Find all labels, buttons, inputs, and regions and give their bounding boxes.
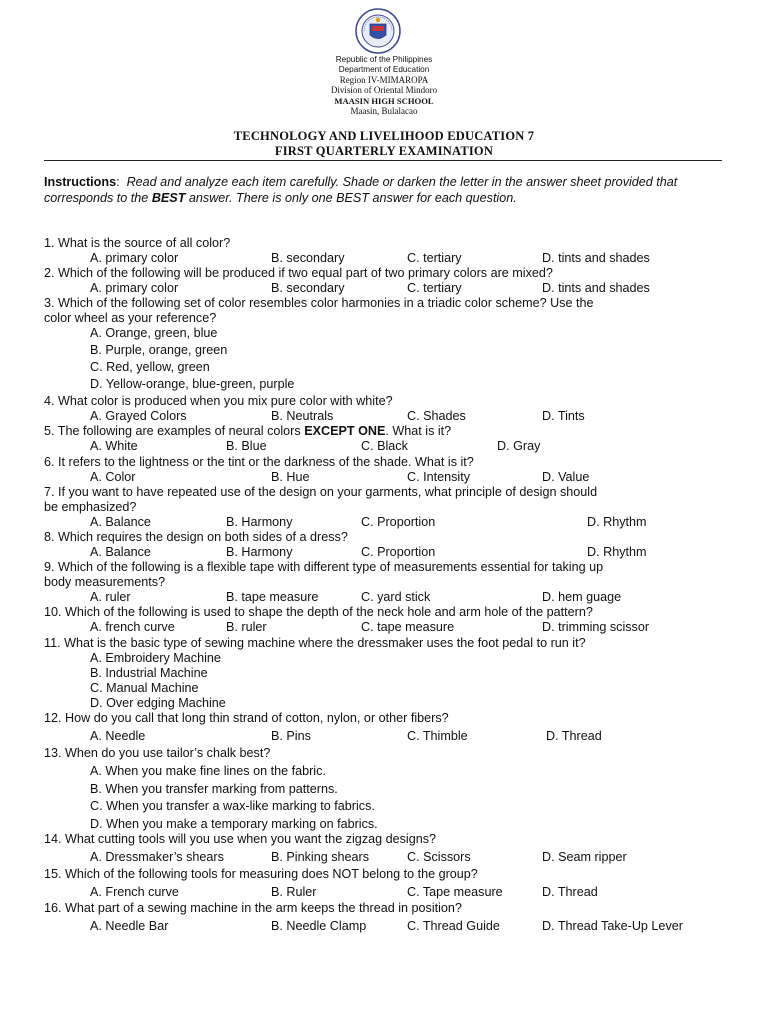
q10-option-d: D. trimming scissor xyxy=(542,620,650,634)
q7-option-d: D. Rhythm xyxy=(587,515,647,529)
title-divider xyxy=(44,160,722,161)
q16-option-b: B. Needle Clamp xyxy=(271,919,367,933)
question-16: 16. What part of a sewing machine in the arm keeps the thread in position? xyxy=(44,901,462,915)
q13-option-c: C. When you transfer a wax-like marking to fabrics. xyxy=(90,799,375,813)
question-14: 14. What cutting tools will you use when you want the zigzag designs? xyxy=(44,832,437,846)
q1-option-b: B. secondary xyxy=(271,251,345,265)
header-republic: Republic of the Philippines xyxy=(335,55,433,64)
question-15: 15. Which of the following tools for measuring does NOT belong to the group? xyxy=(44,867,478,881)
q13-option-b: B. When you transfer marking from patterns. xyxy=(90,782,338,796)
q11-option-b: B. Industrial Machine xyxy=(90,666,208,680)
question-7-cont: be emphasized? xyxy=(44,500,137,514)
q2-option-c: C. tertiary xyxy=(407,281,462,295)
question-6: 6. It refers to the lightness or the tint or the darkness of the shade. What is it? xyxy=(44,455,474,469)
q3-option-a: A. Orange, green, blue xyxy=(90,326,218,340)
q4-option-b: B. Neutrals xyxy=(271,409,334,423)
q8-option-a: A. Balance xyxy=(90,545,151,559)
q8-option-b: B. Harmony xyxy=(226,545,293,559)
deped-seal-icon xyxy=(355,8,401,54)
question-1: 1. What is the source of all color? xyxy=(44,236,231,250)
question-9-cont: body measurements? xyxy=(44,575,166,589)
q12-option-b: B. Pins xyxy=(271,729,311,743)
q13-option-a: A. When you make fine lines on the fabric. xyxy=(90,764,326,778)
q5-option-b: B. Blue xyxy=(226,439,267,453)
q3-option-c: C. Red, yellow, green xyxy=(90,360,210,374)
question-7: 7. If you want to have repeated use of the design on your garments, what principle of design should xyxy=(44,485,598,499)
header-school: MAASIN HIGH SCHOOL xyxy=(334,96,434,106)
instructions: Instructions: Read and analyze each item carefully. Shade or darken the letter in the answer sheet provided that corresponds to the BEST answer. There is only one BEST answer for each question. xyxy=(44,175,678,205)
header-location: Maasin, Bulalacao xyxy=(350,106,418,116)
q5-option-d: D. Gray xyxy=(497,439,541,453)
q16-option-c: C. Thread Guide xyxy=(407,919,500,933)
q5-emphasis: EXCEPT ONE xyxy=(304,424,386,438)
q1-option-d: D. tints and shades xyxy=(542,251,650,265)
question-12: 12. How do you call that long thin strand of cotton, nylon, or other fibers? xyxy=(44,711,449,725)
q15-option-b: B. Ruler xyxy=(271,885,317,899)
exam-subject: TECHNOLOGY AND LIVELIHOOD EDUCATION 7 xyxy=(233,129,535,143)
question-13: 13. When do you use tailor’s chalk best? xyxy=(44,746,271,760)
q2-option-d: D. tints and shades xyxy=(542,281,650,295)
q12-option-c: C. Thimble xyxy=(407,729,468,743)
q5-text-a: 5. The following are examples of neural colors xyxy=(44,424,305,438)
q9-option-d: D. hem guage xyxy=(542,590,622,604)
question-9: 9. Which of the following is a flexible tape with different type of measurements essential for taking up xyxy=(44,560,604,574)
q16-option-a: A. Needle Bar xyxy=(90,919,169,933)
q12-option-a: A. Needle xyxy=(90,729,146,743)
q1-option-a: A. primary color xyxy=(90,251,179,265)
header-department: Department of Education xyxy=(338,65,430,74)
q7-option-a: A. Balance xyxy=(90,515,151,529)
q11-option-c: C. Manual Machine xyxy=(90,681,199,695)
q15-option-c: C. Tape measure xyxy=(407,885,503,899)
header-region: Region IV-MIMAROPA xyxy=(339,75,429,85)
q5-text-c: . What is it? xyxy=(385,424,452,438)
question-2: 2. Which of the following will be produced if two equal part of two primary colors are mixed? xyxy=(44,266,553,280)
q7-option-c: C. Proportion xyxy=(361,515,436,529)
question-3-cont: color wheel as your reference? xyxy=(44,311,217,325)
q10-option-c: C. tape measure xyxy=(361,620,455,634)
q8-option-d: D. Rhythm xyxy=(587,545,647,559)
q2-option-a: A. primary color xyxy=(90,281,179,295)
q9-option-b: B. tape measure xyxy=(226,590,319,604)
question-5 xyxy=(44,424,451,439)
q13-option-d: D. When you make a temporary marking on fabrics. xyxy=(90,817,378,831)
q10-option-a: A. french curve xyxy=(90,620,175,634)
q6-option-d: D. Value xyxy=(542,470,590,484)
q9-option-c: C. yard stick xyxy=(361,590,431,604)
q4-option-c: C. Shades xyxy=(407,409,466,423)
q4-option-d: D. Tints xyxy=(542,409,585,423)
instructions-label: Instructions xyxy=(44,175,117,189)
exam-title: FIRST QUARTERLY EXAMINATION xyxy=(274,144,494,158)
q10-option-b: B. ruler xyxy=(226,620,267,634)
q6-option-a: A. Color xyxy=(90,470,136,484)
q5-option-a: A. White xyxy=(90,439,138,453)
q12-option-d: D. Thread xyxy=(546,729,602,743)
header-division: Division of Oriental Mindoro xyxy=(330,85,438,95)
question-11: 11. What is the basic type of sewing machine where the dressmaker uses the foot pedal to run it? xyxy=(44,636,586,650)
question-8: 8. Which requires the design on both sides of a dress? xyxy=(44,530,348,544)
q11-option-d: D. Over edging Machine xyxy=(90,696,226,710)
q7-option-b: B. Harmony xyxy=(226,515,293,529)
q4-option-a: A. Grayed Colors xyxy=(90,409,187,423)
q5-option-c: C. Black xyxy=(361,439,408,453)
question-3: 3. Which of the following set of color resembles color harmonies in a triadic color scheme? Use the xyxy=(44,296,594,310)
q11-option-a: A. Embroidery Machine xyxy=(90,651,221,665)
q3-option-b: B. Purple, orange, green xyxy=(90,343,228,357)
q14-option-d: D. Seam ripper xyxy=(542,850,627,864)
q1-option-c: C. tertiary xyxy=(407,251,462,265)
q6-option-b: B. Hue xyxy=(271,470,310,484)
q3-option-d: D. Yellow-orange, blue-green, purple xyxy=(90,377,295,391)
instructions-text-a: Read and analyze each item carefully. Shade or darken the letter in the answer sheet provided that corresponds to the xyxy=(44,175,678,205)
q14-option-c: C. Scissors xyxy=(407,850,471,864)
q9-option-a: A. ruler xyxy=(90,590,131,604)
q15-option-a: A. French curve xyxy=(90,885,179,899)
q15-option-d: D. Thread xyxy=(542,885,598,899)
q6-option-c: C. Intensity xyxy=(407,470,470,484)
question-4: 4. What color is produced when you mix pure color with white? xyxy=(44,394,393,408)
q8-option-c: C. Proportion xyxy=(361,545,436,559)
q16-option-d: D. Thread Take-Up Lever xyxy=(542,919,683,933)
question-10: 10. Which of the following is used to shape the depth of the neck hole and arm hole of the pattern? xyxy=(44,605,593,619)
q14-option-b: B. Pinking shears xyxy=(271,850,370,864)
q2-option-b: B. secondary xyxy=(271,281,345,295)
q14-option-a: A. Dressmaker’s shears xyxy=(90,850,224,864)
instructions-emphasis: BEST xyxy=(151,190,186,205)
instructions-text-b: answer. There is only one BEST answer for each question. xyxy=(185,190,517,205)
